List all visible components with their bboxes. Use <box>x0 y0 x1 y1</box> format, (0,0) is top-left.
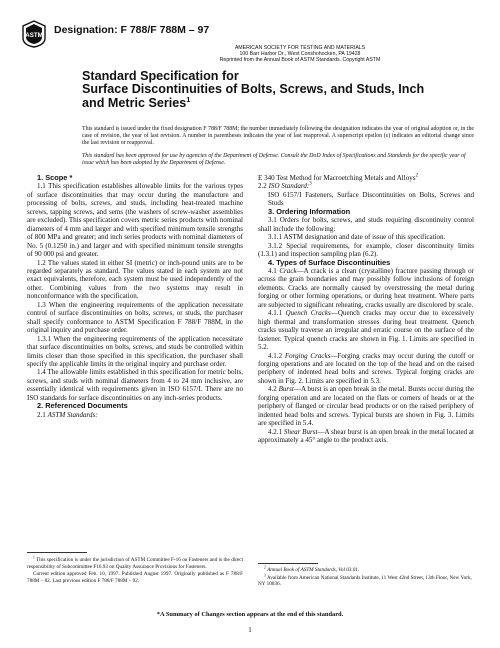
dod-notice: This standard has been approved for use by agencies of the Department of Defense. Consult the DoD Index of Specifications and Standards for the specific year of issue which has been adopted by the Department of Defense. <box>82 153 466 167</box>
logo-text: ASTM <box>25 32 43 39</box>
paragraph-1-1: 1.1 This specification establishes allowable limits for the various types of surface discontinuities that may occur during the manufacture and processing of bolts, screws, and studs, including heat-treated machine screws, tapping screws, and sems (the washers of screw-washer assemblies are excluded). This specification covers metric series products with nominal diameters of 4 mm and larger and with specified minimum tensile strengths of 800 MPa and greater; and inch series products with nominal diameters of No. 5 (0.1250 in.) and larger and with specified minimum tensile strengths of 90 000 psi and greater. <box>27 182 243 259</box>
paragraph-4-1: 4.1 Crack—A crack is a clean (crystalline) fracture passing through or across the grain boundaries and may possibly follow inclusions of foreign elements. Cracks are normally caused by overstressing the metal during forging or other forming operations, or during heat treatment. Where parts are subjected to significant reheating, cracks usually are discolored by scale. <box>258 266 474 309</box>
summary-of-changes-note: *A Summary of Changes section appears at the end of this standard. <box>156 611 344 618</box>
reference-e340: E 340 Test Method for Macroetching Metals and Alloys$^2$ <box>258 173 418 182</box>
society-line: AMERICAN SOCIETY FOR TESTING AND MATERIALS <box>234 45 366 51</box>
section-heading-referenced-documents: 2. Referenced Documents <box>37 401 128 411</box>
society-line: 100 Barr Harbor Dr., West Conshohocken, PA 19428 <box>239 51 361 58</box>
paragraph-4-2-1: 4.2.1 Shear Burst—A shear burst is an open break in the metal located at approximately a 45° angle to the product axis. <box>258 427 474 445</box>
section-heading-ordering: 3. Ordering Information <box>268 206 351 216</box>
page-number: 1 <box>248 626 252 634</box>
society-block <box>150 45 450 64</box>
right-column <box>258 174 474 445</box>
designation: Designation: F 788/F 788M – 97 <box>54 24 210 36</box>
paragraph-4-2: 4.2 Burst—A burst is an open break in the metal. Bursts occur during the forging operation and are located on the flats or corners of heads or at the periphery of flanged or circular head products or on the raised periphery of indented head bolts and screws. Typical bursts are shown in Fig. 3. Limits are specified in 5.4. <box>258 385 475 428</box>
footnotes-left <box>27 557 243 585</box>
paragraph-3-1: 3.1 Orders for bolts, screws, and studs requiring discontinuity control shall include the following: <box>258 216 474 233</box>
paragraph-2-2: 2.2 ISO Standard:$^3$ <box>258 182 312 191</box>
paragraph-1-4: 1.4 The allowable limits established in this specification for metric bolts, screws, and studs with nominal diameters from 4 to 24 mm inclusive, are essentially identical with requirements given in ISO 6157/I. There are no ISO standards for surface discontinuities on any inch-series products. <box>27 368 243 402</box>
footnotes-right <box>258 567 474 589</box>
issue-notice: This standard is issued under the fixed designation F 788/F 788M; the number immediately following the designation indicates the year of original adoption or, in the case of revision, the year of last revision. A number in parentheses indicates the year of last reapproval. A superscript epsilon (ε) indicates an editorial change since the last revision or reapproval. <box>82 126 474 147</box>
section-heading-scope: 1. Scope * <box>37 173 73 182</box>
footnote-1-edition: Current edition approved Feb. 10, 1997. Published August 1997. Originally published as F 788/F 788M – 82. Last previous edition F 788/F 788M – 92. <box>27 571 243 584</box>
title-line: Standard Specification for <box>82 69 239 83</box>
paragraph-1-3-1: 1.3.1 When the engineering requirements of the application necessitate that surface discontinuities on bolts, screws, and studs be controlled within limits closer than those specified in this specification, the purchaser shall specify the applicable limits in the original inquiry and purchase order. <box>27 334 243 368</box>
reference-iso-6157: ISO 6157/I Fasteners, Surface Discontinuities on Bolts, Screws and Studs <box>268 190 474 208</box>
paragraph-1-3: 1.3 When the engineering requirements of the application necessitate control of surface discontinuities on bolts, screws, or studs, the purchaser shall specify conformance to ASTM Specification F 788/F 788M, in the original inquiry and purchase order. <box>27 300 243 335</box>
paragraph-4-1-1: 4.1.1 Quench Cracks—Quench cracks may occur due to excessively high thermal and transformation stresses during heat treatment. Quench cracks usually traverse an irregular and erratic course on the surface of the fastener. Typical quench cracks are shown in Fig. 1. Limits are specified in 5.2. <box>258 309 475 352</box>
footnote-rule-left <box>27 552 87 553</box>
title-line: and Metric Series$^1$ <box>82 94 191 110</box>
title-line: Surface Discontinuities of Bolts, Screws, and Studs, Inch <box>82 82 425 97</box>
paragraph-2-1: 2.1 ASTM Standards: <box>37 410 98 419</box>
paragraph-4-1-2: 4.1.2 Forging Cracks—Forging cracks may occur during the cutoff or forging operations and are located on the top of the head and on the raised periphery of indented head bolts and screws. Typical forging cracks are shown in Fig. 2. Limits are specified in 5.3. <box>258 351 475 385</box>
footnote-rule-right <box>258 563 318 564</box>
paragraph-3-1-2: 3.1.2 Special requirements, for example, closer discontinuity limits (1.3.1) and inspection sampling plan (6.2). <box>258 241 474 259</box>
footnote-2: $^2$ Annual Book of ASTM Standards, Vol 03.01. <box>264 565 360 573</box>
title-footnote-mark: 1 <box>186 94 191 104</box>
section-heading-types: 4. Types of Surface Discontinuities <box>268 257 391 267</box>
document-title <box>82 70 472 110</box>
left-column <box>27 174 243 419</box>
paragraph-1-2: 1.2 The values stated in either SI (metric) or inch-pound units are to be regarded separately as standard. The values stated in each system are not exact equivalents, therefore, each system must be used independently of the other. Combining values from the two systems may result in nonconformance with the specification. <box>27 258 243 301</box>
paragraph-3-1-1: 3.1.1 ASTM designation and date of issue of this specification. <box>268 233 446 242</box>
society-line: Reprinted from the Annual Book of ASTM Standards. Copyright ASTM <box>219 57 381 64</box>
footnote-1: $^1$ This specification is under the jurisdiction of ASTM Committee F-16 on Fasteners and is the direct responsibility of Subcommittee F16.93 on Quality Assurance Provisions for Fasteners. <box>27 555 244 570</box>
astm-logo-icon <box>22 20 46 48</box>
footnote-3: $^3$ Available from American National Standards Institute, 11 West 42nd Street, 13th Floor, New York, NY 10036. <box>258 572 472 588</box>
